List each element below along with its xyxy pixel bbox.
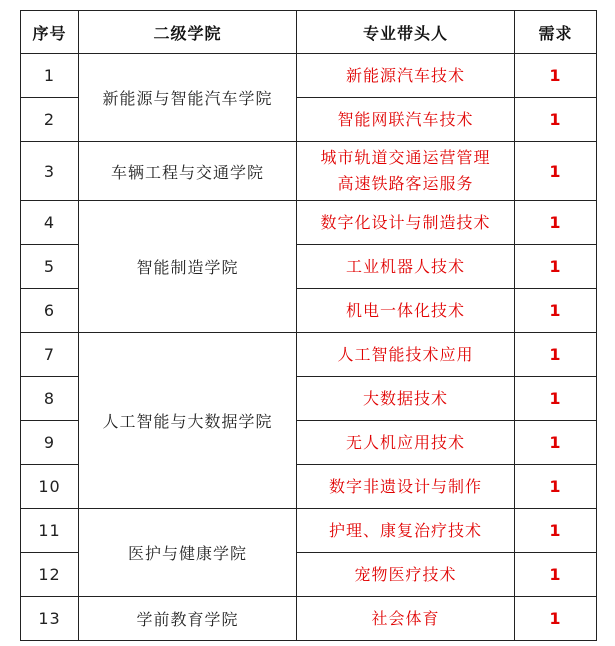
need-count: 1 <box>515 333 597 377</box>
header-row <box>21 11 597 54</box>
specialty-name: 智能网联汽车技术 <box>337 109 474 129</box>
row-number: 4 <box>21 201 79 245</box>
specialty-cell <box>297 465 515 509</box>
specialty-cell <box>297 289 515 333</box>
specialty-cell <box>297 98 515 142</box>
specialty-cell <box>297 54 515 98</box>
specialty-name: 工业机器人技术 <box>345 256 465 276</box>
table-row <box>21 597 597 641</box>
specialty-name: 数字非遗设计与制作 <box>328 476 482 496</box>
row-number: 7 <box>21 333 79 377</box>
table-row <box>21 333 597 377</box>
row-number: 13 <box>21 597 79 641</box>
row-number: 11 <box>21 509 79 553</box>
college-name: 车辆工程与交通学院 <box>79 142 297 201</box>
table-row <box>21 54 597 98</box>
recruitment-table <box>20 10 597 641</box>
need-count: 1 <box>515 201 597 245</box>
specialty-name: 城市轨道交通运营管理 <box>320 148 491 167</box>
specialty-name: 无人机应用技术 <box>345 432 465 452</box>
college-name: 人工智能与大数据学院 <box>79 333 297 509</box>
need-count: 1 <box>515 54 597 98</box>
specialty-cell <box>297 421 515 465</box>
need-count: 1 <box>515 98 597 142</box>
row-number: 2 <box>21 98 79 142</box>
need-count: 1 <box>515 421 597 465</box>
specialty-name: 护理、康复治疗技术 <box>328 520 482 540</box>
row-number: 6 <box>21 289 79 333</box>
college-name: 新能源与智能汽车学院 <box>79 54 297 142</box>
need-count: 1 <box>515 142 597 201</box>
college-name: 智能制造学院 <box>79 201 297 333</box>
specialty-name: 数字化设计与制造技术 <box>320 212 491 232</box>
header-need: 需求 <box>515 11 597 54</box>
need-count: 1 <box>515 289 597 333</box>
row-number: 10 <box>21 465 79 509</box>
specialty-name: 大数据技术 <box>362 388 448 408</box>
specialty-cell <box>297 201 515 245</box>
table-body <box>21 54 597 641</box>
header-college: 二级学院 <box>79 11 297 54</box>
row-number: 1 <box>21 54 79 98</box>
row-number: 3 <box>21 142 79 201</box>
row-number: 5 <box>21 245 79 289</box>
specialty-cell <box>297 142 515 201</box>
specialty-name: 人工智能技术应用 <box>337 344 474 364</box>
college-name: 学前教育学院 <box>79 597 297 641</box>
table-row <box>21 509 597 553</box>
specialty-name: 宠物医疗技术 <box>354 564 457 584</box>
specialty-cell <box>297 509 515 553</box>
row-number: 8 <box>21 377 79 421</box>
specialty-cell <box>297 553 515 597</box>
need-count: 1 <box>515 465 597 509</box>
specialty-name: 机电一体化技术 <box>345 300 465 320</box>
header-no: 序号 <box>21 11 79 54</box>
need-count: 1 <box>515 245 597 289</box>
specialty-name: 新能源汽车技术 <box>345 65 465 85</box>
row-number: 12 <box>21 553 79 597</box>
specialty-cell <box>297 333 515 377</box>
specialty-name: 高速铁路客运服务 <box>337 174 474 193</box>
specialty-cell <box>297 597 515 641</box>
specialty-cell <box>297 377 515 421</box>
need-count: 1 <box>515 509 597 553</box>
college-name: 医护与健康学院 <box>79 509 297 597</box>
row-number: 9 <box>21 421 79 465</box>
table-row <box>21 201 597 245</box>
specialty-cell <box>297 245 515 289</box>
need-count: 1 <box>515 377 597 421</box>
header-specialty-lead: 专业带头人 <box>297 11 515 54</box>
need-count: 1 <box>515 553 597 597</box>
need-count: 1 <box>515 597 597 641</box>
specialty-name: 社会体育 <box>371 608 440 628</box>
table-row <box>21 142 597 201</box>
